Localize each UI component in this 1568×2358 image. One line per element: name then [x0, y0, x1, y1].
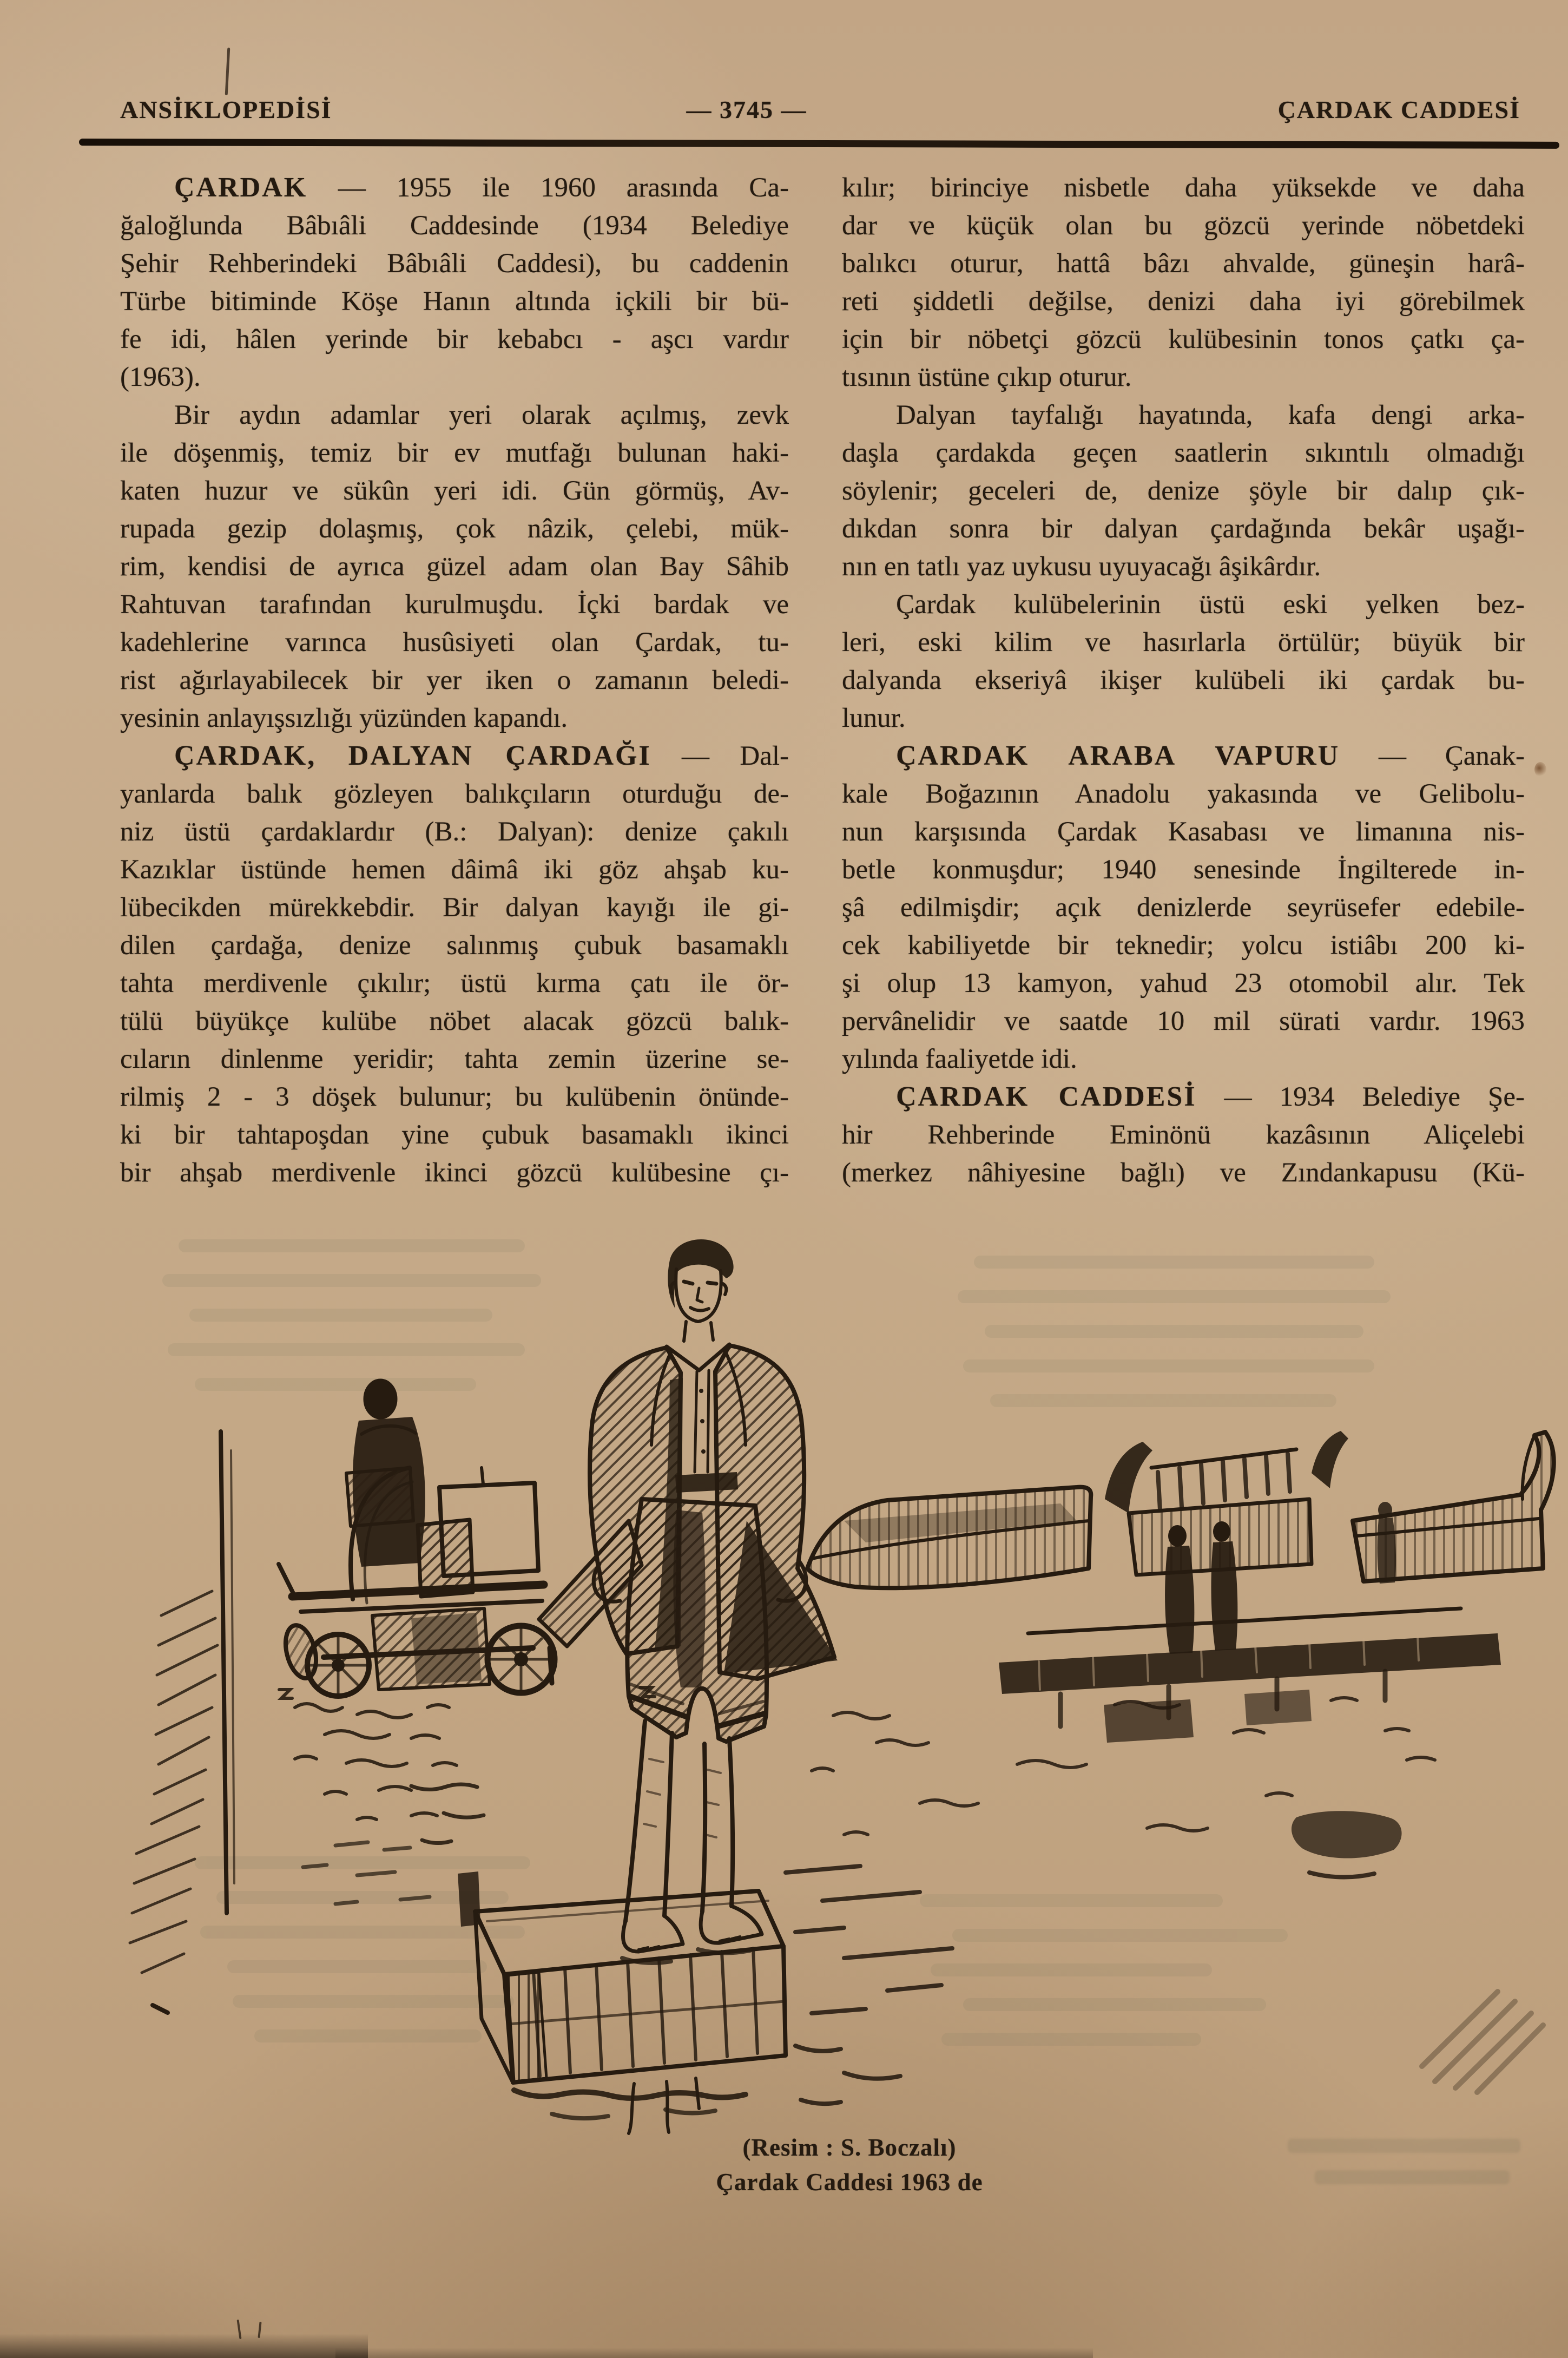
text-line: bir ahşab merdivenle ikinci gözcü kulübesine çı-: [120, 1158, 789, 1188]
text-line: Çardak kulübelerinin üstü eski yelken bez-: [896, 589, 1525, 620]
column-left: [120, 169, 789, 1192]
caption-title: Çardak Caddesi 1963 de: [716, 2169, 983, 2196]
text-line: rupada gezip dolaşmış, çok nâzik, çelebi, mük-: [120, 514, 789, 544]
text-line: yanlarda balık gözleyen balıkçıların oturduğu de-: [120, 779, 789, 809]
text-line: yılında faaliyetde idi.: [842, 1044, 1077, 1074]
text-line: ÇARDAK — 1955 ile 1960 arasında Ca-: [174, 172, 789, 203]
text-line: tahta merdivenle çıkılır; üstü kırma çatı ile ör-: [120, 968, 789, 999]
text-line: Dalyan tayfalığı hayatında, kafa dengi arka-: [896, 400, 1525, 430]
text-line: tısının üstüne çıkıp oturur.: [842, 362, 1132, 392]
corner-smudge-sketch: [1422, 1992, 1543, 2092]
text-line: şâ edilmişdir; açık denizlerde seyrüsefer edebile-: [842, 892, 1525, 923]
text-line: Rahtuvan tarafından kurulmuşdu. İçki bardak ve: [120, 589, 789, 620]
text-line: rist ağırlayabilecek bir yer iken o zamanın beledi-: [120, 665, 789, 695]
text-line: daşla çardakda geçen saatlerin sıkıntılı olmadığı: [842, 438, 1525, 468]
text-line: ÇARDAK, DALYAN ÇARDAĞI — Dal-: [174, 740, 789, 771]
crate-sketch: [458, 1871, 786, 2133]
text-line: ile döşenmiş, temiz bir ev mutfağı bulunan haki-: [120, 438, 789, 468]
text-line: Türbe bitiminde Köşe Hanın altında içkili bir bü-: [120, 286, 789, 317]
text-line: lübecikden mürekkebdir. Bir dalyan kayığı ile gi-: [120, 892, 789, 923]
text-line: pervânelidir ve saatde 10 mil sürati vardır. 1963: [842, 1006, 1525, 1036]
entry-heading: ÇARDAK: [174, 172, 308, 203]
text-line: leri, eski kilim ve hasırlarla örtülür; büyük bir: [842, 627, 1525, 658]
street-scene-illustration: [0, 1218, 1568, 2138]
text-line: niz üstü çardaklardır (B.: Dalyan): denize çakılı: [120, 817, 789, 847]
text-line: ğaloğlunda Bâbıâli Caddesinde (1934 Belediye: [120, 211, 789, 241]
caption-credit: (Resim : S. Boczalı): [742, 2134, 957, 2161]
text-line: katen huzur ve sükûn yeri idi. Gün görmüş, Av-: [120, 476, 789, 506]
text-line: ÇARDAK ARABA VAPURU — Çanak-: [896, 740, 1525, 771]
bleedthrough-mark: [1288, 2139, 1520, 2153]
text-line: nın en tatlı yaz uykusu uyuyacağı âşikârdır.: [842, 551, 1321, 582]
text-line: cek kabiliyetde bir teknedir; yolcu istiâbı 200 ki-: [842, 930, 1525, 961]
text-line: tülü büyükçe kulübe nöbet alacak gözcü balık-: [120, 1006, 789, 1036]
text-line: balıkcı oturur, hattâ bâzı ahvalde, güneşin harâ-: [842, 248, 1525, 279]
text-line: fe idi, hâlen yerinde bir kebabcı - aşcı vardır: [120, 324, 789, 354]
running-title-left: ANSİKLOPEDİSİ: [120, 96, 332, 123]
text-line: söylenir; geceleri de, denize şöyle bir dalıp çık-: [842, 476, 1525, 506]
illustration-caption: [595, 2130, 1104, 2199]
text-line: ÇARDAK CADDESİ — 1934 Belediye Şe-: [896, 1081, 1525, 1112]
text-line: dalyanda ekseriyâ ikişer kulübeli iki çardak bu-: [842, 665, 1525, 695]
text-line: betle konmuşdur; 1940 senesinde İngilterede in-: [842, 855, 1525, 885]
text-line: Kazıklar üstünde hemen dâimâ iki göz ahşab ku-: [120, 855, 789, 885]
scan-edge-shadow: [335, 2348, 1093, 2358]
pole-sketch: [130, 1431, 234, 2013]
text-line: Şehir Rehberindeki Bâbıâli Caddesi), bu caddenin: [120, 248, 789, 279]
text-line: yesinin anlayışsızlığı yüzünden kapandı.: [120, 703, 568, 733]
text-line: şi olup 13 kamyon, yahud 23 otomobil alır. Tek: [842, 968, 1525, 999]
entry-heading: ÇARDAK ARABA VAPURU: [896, 740, 1340, 771]
standing-boy-sketch: [590, 1239, 838, 1963]
text-line: ki bir tahtapoşdan yine çubuk basamaklı ikinci: [120, 1120, 789, 1150]
text-line: kılır; birinciye nisbetle daha yüksekde ve daha: [842, 173, 1525, 203]
text-line: kale Boğazının Anadolu yakasında ve Gelibolu-: [842, 779, 1525, 809]
entry-heading: ÇARDAK, DALYAN ÇARDAĞI: [174, 740, 651, 771]
text-line: (merkez nâhiyesine bağlı) ve Zındankapusu (Kü-: [842, 1158, 1525, 1188]
ground-squiggles-left: [279, 1687, 655, 1904]
column-right: [842, 169, 1525, 1192]
text-line: kadehlerine varınca husûsiyeti olan Çardak, tu-: [120, 627, 789, 658]
page-number: — 3745 —: [686, 96, 807, 123]
text-line: dar ve küçük olan bu gözcü yerinde nöbetdeki: [842, 211, 1525, 241]
bleedthrough-mark: [1315, 2170, 1510, 2184]
text-line: rilmiş 2 - 3 döşek bulunur; bu kulübenin önünde-: [120, 1082, 789, 1112]
text-line: dıkdan sonra bir dalyan çardağında bekâr uşağı-: [842, 514, 1525, 544]
text-line: hir Rehberinde Eminönü kazâsının Aliçelebi: [842, 1120, 1525, 1150]
text-line: için bir nöbetçi gözcü kulübesinin tonos çatkı ça-: [842, 324, 1525, 354]
text-line: cıların dinlenme yeridir; tahta zemin üzerine se-: [120, 1044, 789, 1074]
text-line: nun karşısında Çardak Kasabası ve limanına nis-: [842, 817, 1525, 847]
header-rule: [79, 139, 1559, 149]
jetty-sketch: [999, 1608, 1501, 1743]
text-line: lunur.: [842, 703, 906, 733]
entry-heading: ÇARDAK CADDESİ: [896, 1081, 1197, 1112]
ink-spot: [1534, 762, 1546, 777]
text-line: Bir aydın adamlar yeri olarak açılmış, zevk: [174, 400, 789, 430]
text-line: rim, kendisi de ayrıca güzel adam olan Bay Sâhib: [120, 551, 789, 582]
scan-edge-shadow: [0, 2334, 368, 2358]
text-line: (1963).: [120, 362, 201, 392]
text-line: reti şiddetli değilse, denizi daha iyi görebilmek: [842, 286, 1525, 317]
ink-scratch: [225, 48, 230, 95]
text-line: dilen çardağa, denize salınmış çubuk basamaklı: [120, 930, 789, 961]
boats-sketch: [807, 1431, 1554, 1654]
running-title-right: ÇARDAK CADDESİ: [1277, 96, 1520, 123]
